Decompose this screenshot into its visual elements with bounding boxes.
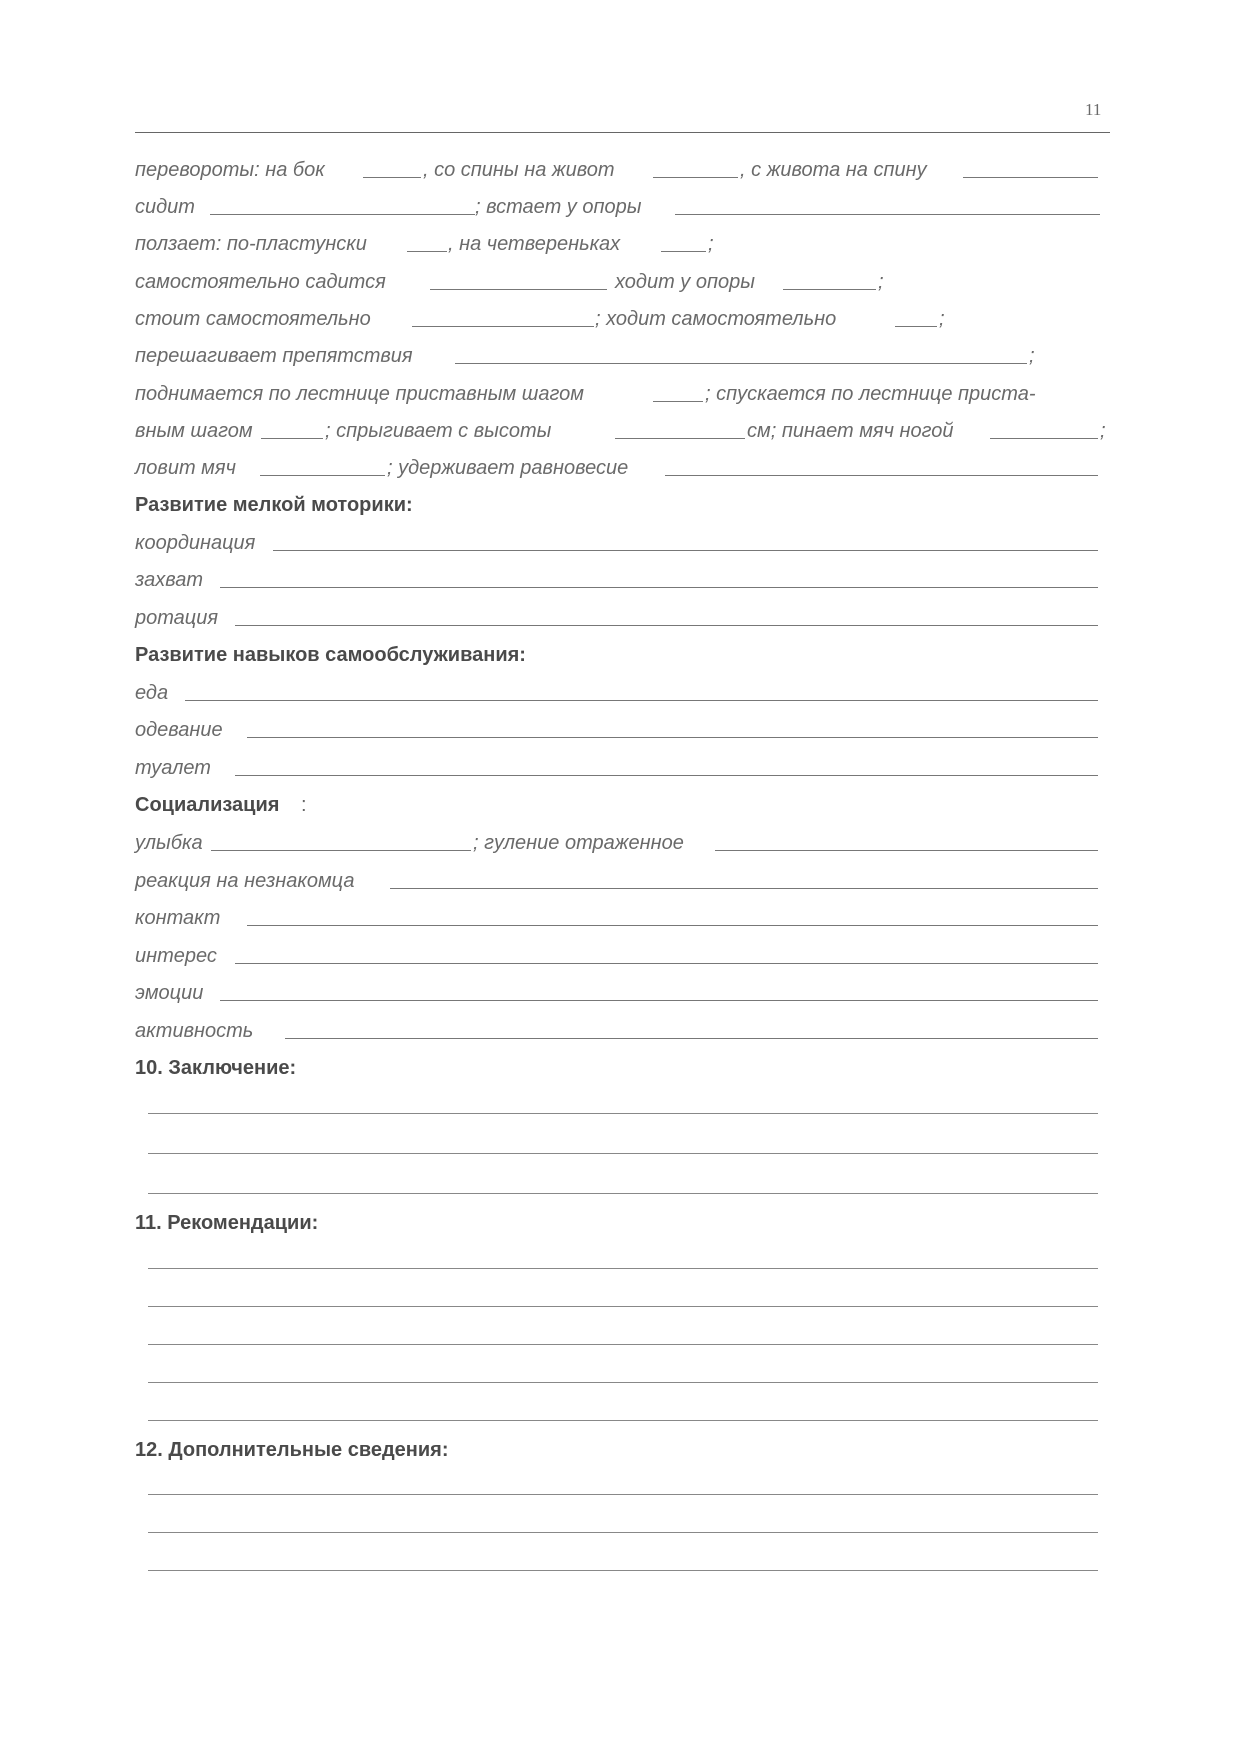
- punct-crawls: ;: [708, 233, 714, 255]
- heading-recommendations: 11. Рекомендации:: [135, 1212, 319, 1234]
- blank-walks-with-support[interactable]: [783, 289, 876, 290]
- label-stairs-up: поднимается по лестнице приставным шагом: [135, 383, 584, 405]
- label-rolling-back-to-belly: , со спины на живот: [423, 159, 615, 181]
- conclusion-line-1[interactable]: [148, 1113, 1098, 1114]
- top-rule: [135, 132, 1110, 133]
- heading-fine-motor: Развитие мелкой моторики:: [135, 494, 413, 516]
- additional-info-line-2[interactable]: [148, 1532, 1098, 1533]
- blank-grasp[interactable]: [220, 587, 1098, 588]
- blank-keeps-balance[interactable]: [665, 475, 1098, 476]
- blank-rolling-side[interactable]: [363, 177, 421, 178]
- label-toilet: туалет: [135, 757, 211, 779]
- label-stands-with-support: ; встает у опоры: [475, 196, 642, 218]
- blank-jumps-from-height[interactable]: [615, 438, 745, 439]
- heading-conclusion: 10. Заключение:: [135, 1057, 297, 1079]
- blank-smile[interactable]: [211, 850, 471, 851]
- conclusion-line-2[interactable]: [148, 1153, 1098, 1154]
- blank-eating[interactable]: [185, 700, 1098, 701]
- label-eating: еда: [135, 682, 169, 704]
- blank-emotions[interactable]: [220, 1000, 1098, 1001]
- blank-cooing-reflected[interactable]: [715, 850, 1098, 851]
- blank-rotation[interactable]: [235, 625, 1098, 626]
- blank-stands-alone[interactable]: [412, 326, 594, 327]
- blank-catches-ball[interactable]: [260, 475, 385, 476]
- blank-walks-alone[interactable]: [895, 326, 937, 327]
- label-cooing-reflected: ; гуление отраженное: [473, 832, 684, 854]
- label-kicks-ball: см; пинает мяч ногой: [747, 420, 954, 442]
- label-stairs-down: ; спускается по лестнице приста-: [705, 383, 1036, 405]
- label-rotation: ротация: [135, 607, 219, 629]
- label-emotions: эмоции: [135, 982, 204, 1004]
- additional-info-line-1[interactable]: [148, 1494, 1098, 1495]
- blank-stairs-down[interactable]: [261, 438, 323, 439]
- blank-stairs-up[interactable]: [653, 401, 703, 402]
- punct-steps-over-obstacles: ;: [1029, 345, 1035, 367]
- blank-crawls-all-fours[interactable]: [661, 251, 706, 252]
- blank-steps-over-obstacles[interactable]: [455, 363, 1027, 364]
- recommendations-line-1[interactable]: [148, 1268, 1098, 1269]
- blank-reaction-to-stranger[interactable]: [390, 888, 1098, 889]
- recommendations-line-2[interactable]: [148, 1306, 1098, 1307]
- conclusion-line-3[interactable]: [148, 1193, 1098, 1194]
- blank-sits-up-alone[interactable]: [430, 289, 607, 290]
- label-jumps-from-height: ; спрыгивает с высоты: [325, 420, 552, 442]
- recommendations-line-5[interactable]: [148, 1420, 1098, 1421]
- label-dressing: одевание: [135, 719, 223, 741]
- label-crawls-all-fours: , на четвереньках: [448, 233, 621, 255]
- recommendations-line-4[interactable]: [148, 1382, 1098, 1383]
- label-sits: сидит: [135, 196, 195, 218]
- recommendations-line-3[interactable]: [148, 1344, 1098, 1345]
- label-coordination: координация: [135, 532, 256, 554]
- label-activity: активность: [135, 1020, 254, 1042]
- blank-contact[interactable]: [247, 925, 1098, 926]
- label-walks-with-support: ходит у опоры: [615, 271, 755, 293]
- blank-crawls-belly[interactable]: [407, 251, 447, 252]
- label-catches-ball: ловит мяч: [135, 457, 236, 479]
- page-number: 11: [1085, 100, 1102, 119]
- heading-socialization: Социализация: [135, 794, 280, 816]
- label-reaction-to-stranger: реакция на незнакомца: [135, 870, 355, 892]
- blank-coordination[interactable]: [273, 550, 1098, 551]
- label-stairs-down-cont: вным шагом: [135, 420, 253, 442]
- blank-stands-with-support[interactable]: [675, 214, 1100, 215]
- blank-rolling-back-to-belly[interactable]: [653, 177, 738, 178]
- label-interest: интерес: [135, 945, 217, 967]
- label-grasp: захват: [135, 569, 203, 591]
- label-crawls-belly: ползает: по-пластунски: [135, 233, 367, 255]
- heading-socialization-colon: :: [301, 794, 307, 816]
- blank-interest[interactable]: [235, 963, 1098, 964]
- label-contact: контакт: [135, 907, 221, 929]
- punct-walks-alone: ;: [939, 308, 945, 330]
- label-stands-alone: стоит самостоятельно: [135, 308, 371, 330]
- label-sits-up-alone: самостоятельно садится: [135, 271, 386, 293]
- label-keeps-balance: ; удерживает равновесие: [387, 457, 629, 479]
- label-rolling-side: перевороты: на бок: [135, 159, 325, 181]
- blank-rolling-belly-to-back[interactable]: [963, 177, 1098, 178]
- blank-kicks-ball[interactable]: [990, 438, 1098, 439]
- additional-info-line-3[interactable]: [148, 1570, 1098, 1571]
- heading-additional-info: 12. Дополнительные сведения:: [135, 1439, 449, 1461]
- label-rolling-belly-to-back: , с живота на спину: [740, 159, 927, 181]
- blank-activity[interactable]: [285, 1038, 1098, 1039]
- label-smile: улыбка: [135, 832, 203, 854]
- blank-toilet[interactable]: [235, 775, 1098, 776]
- heading-self-care: Развитие навыков самообслуживания:: [135, 644, 526, 666]
- label-steps-over-obstacles: перешагивает препятствия: [135, 345, 413, 367]
- blank-sits[interactable]: [210, 214, 475, 215]
- label-walks-alone: ; ходит самостоятельно: [595, 308, 837, 330]
- blank-dressing[interactable]: [247, 737, 1098, 738]
- punct-walks-with-support: ;: [878, 271, 884, 293]
- punct-kicks-ball: ;: [1100, 420, 1106, 442]
